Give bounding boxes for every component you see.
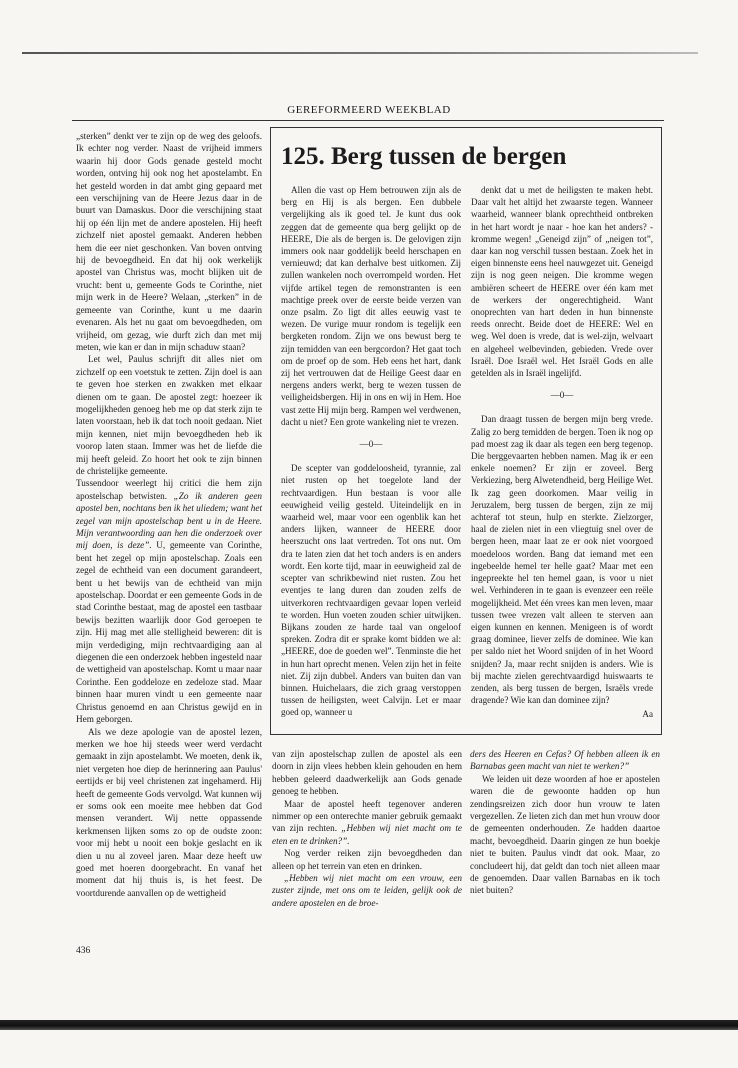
paragraph: van zijn apostelschap zullen de apostel als een doorn in zijn vlees hebben klein gehouden en hem hebben geleerd daadwerkelijk aan Gods genade genoeg te hebben. — [272, 749, 462, 797]
paragraph: Nog verder reiken zijn bevoegdheden dan alleen op het terrein van eten en drinken. — [272, 848, 462, 871]
quotation: „Hebben wij niet macht om een vrouw, een zuster zijnde, met ons om te leiden, gelijk ook de andere apostelen en de broe- — [272, 873, 462, 908]
quotation: ders des Heeren en Cefas? Of hebben alleen ik en Barnabas geen macht van niet te werken?” — [470, 749, 660, 772]
scan-edge-bottom — [0, 1020, 738, 1030]
header-rule — [72, 120, 664, 121]
paragraph: „sterken” denkt ver te zijn op de weg des geloofs. Ik echter nog verder. Naast de vrijheid immers waarin hij door Gods genade gesteld mocht worden, ontving hij ook nog het apostelambt. En het gesteld worden in dat ambt ging gepaard met een verschijning van de Heere Jezus daar in de buurt van Damaskus. Door die verschijning staat hij op één lijn met de andere apostelen. Hij heeft zichzelf niet apostel gemaakt. Anderen hebben hem die eer niet geschonken. Van boven ontving hij de bevoegdheid. En dat hij ook werkelijk apostel van Christus was, mocht blijken uit de vrucht: bent u, gemeente Gods te Corinthe, niet mijn werk in de Heere? Welaan, „sterken” in de gemeente van Corinthe, kunt u me daarin evenaren. Als het nu gaat om bevoegdheden, om vrijheid, om gezag, wie durft zich dan met mij meten, wie kan er dan in mijn schaduw staan? — [76, 131, 262, 352]
paragraph — [272, 798, 462, 848]
paragraph — [272, 872, 462, 909]
paragraph-text: Maar de apostel heeft tegenover anderen nimmer op een onterechte manier gebruik gemaakt van zijn rechten. — [272, 798, 462, 834]
paragraph: Dan draagt tussen de bergen mijn berg vrede. Zalig zo berg temidden de bergen. Toen ik nog op pad moest zag ik daar als tegen een berg tegenop. Die berggevaarten hebben namen. Mag ik er een enkele noemen? Er zijn er zoveel. Berg Verkiezing, berg Alwetendheid, berg Heilige Wet. Ik zag geen doorkomen. Maar veilig in Jeruzalem, berg tussen de bergen, zijn ze mij achteraf tot steun, hulp en sterkte. Zielzorger, haal de zielen niet in een vliegtuig snel over de bergen heen, maar laat ze er ook niet voorgoed moedeloos worden. Bang dat iemand met een ingebeelde hemel ter helle gaat? Maar met een ingepreekte hel ten hemel gaan, is voor u niet wel. Verhinderen in te gaan is evenzeer een reële mogelijkheid. Met één vrees kan men leven, maar tussen twee vrezen valt alleen te sterven aan eigen kunnen en kennen. Menigeen is of wordt graag dominee, liever zelfs de dominee. Wie kan per saldo niet het Woord snijden of in het Woord snijden? Ja, maar recht snijden is anders. Wie is bij machte zielen gerechtvaardigd huiswaarts te zenden, als berg tussen de bergen, Israëls vrede dragende? Wie kan dan dominee zijn? — [471, 414, 653, 706]
feature-column-1 — [281, 184, 461, 719]
feature-title: 125. Berg tussen de bergen — [281, 143, 567, 170]
feature-box — [270, 127, 662, 735]
paragraph: De scepter van goddeloosheid, tyrannie, zal niet rusten op het toegelote land der rechtvaardigen. Hun bestaan is voor alle eeuwigheid veilig gesteld. Uiteindelijk en in waarheid wel, maar voor een ogenblik kan het anders lijken, wanneer de HEERE door heerszucht ons laat vertreden. Tot ons nut. Om dra te laten zien dat het toch anders is en anders wordt. Een korte tijd, maar in eeuwigheid zal de scepter van schrikbewind niet rusten. Zou het eventjes te lang duren dan zouden zelfs de uitverkoren rechtvaardigen gevaar lopen verleid te worden. Hun voeten zouden schier uitwijken. Bijkans zouden ze harde taal van ongeloof spreken. Zodra dit er sprake komt bidden we al: „HEERE, doe de goeden wel”. Tenminste die het in hun hart oprecht menen. Velen zijn het in feite niet. Zij zijn dubbel. Anders van buiten dan van binnen. Huichelaars, die zich graag verstoppen tussen de heiligsten, weet Calvijn. Let er maar goed op, wanneer u — [281, 463, 461, 718]
scan-rule-top — [22, 52, 698, 54]
paragraph: Als we deze apologie van de apostel lezen, merken we hoe hij steeds weer werd verdacht gemaakt in zijn apostelambt. We moeten, denk ik, niet vergeten hoe diep de herinnering aan Paulus' eertijds er bij veel christenen zat ingehamerd. Hij heeft de gemeente Gods vervolgd. Wat kunnen wij er soms ook een moeite mee hebben dat God mensen verandert. Wij nette oppassende kerkmensen lijken soms zo op de oudste zoon: voor mij hebt u nooit een bokje geslacht en ik dien u nu al zoveel jaren. Maar deze heeft uw goed met hoeren doorgebracht. En vanaf het moment dat hij thuis is, is het feest. De voortdurende aanvallen op de wettigheid — [76, 726, 262, 898]
paragraph: Allen die vast op Hem betrouwen zijn als de berg en Hij is als bergen. Een dubbele vergelijking als ik goed tel. Je kunt dus ook zeggen dat de gemeente qua berg gelijkt op de HEERE, Die als de bergen is. De gelovigen zijn immers ook naar goddelijk beeld herschapen en vernieuwd; dat kan derhalve best uitkomen. Zij zullen wankelen noch overrompeld worden. Het vijfde artikel tegen de remonstranten is een machtige preek over de eerste beide verzen van onze psalm. Zo ligt dit alles eeuwig vast te wezen. De vurige muur rondom is tegelijk een bergketen rondom. Zijn we ons bewust berg te zijn temidden van een bergcordon? Het gaat toch om de proef op de som. Heb eens het hart, dank zij het vertrouwen dat de Heilige Geest daar en nergens anders werkt, berg te wezen tussen de veiligheidsbergen. Hij in ons en wij in Hem. Hoe vast zette Hij mijn berg. Rampen wel verdwenen, dacht u niet? Een grote wankeling niet te vrezen. — [281, 185, 461, 427]
paragraph-text: Tussendoor weerlegt hij critici die hem zijn apostelschap betwisten. — [76, 478, 262, 501]
column-right — [470, 748, 660, 897]
page-number: 436 — [76, 946, 91, 956]
feature-column-2 — [471, 184, 653, 721]
quotation: „Zo ik anderen geen apostel ben, nochtans ben ik het uliedem; want het zegel van mijn apostelschap bent u in de Heere. Mijn verantwoording aan hen die onderzoek over mij doen, is deze”. — [76, 490, 263, 551]
paragraph: We leiden uit deze woorden af hoe er apostelen waren die de gewoonte hadden op hun zendingsreizen zich door hun vrouw te laten vergezellen. Ze lieten zich dan met hun vrouw door de gemeenten onderhouden. Ze hadden daartoe macht, bevoegdheid. Daarin gingen ze hun boekje niet te buiten. Paulus vindt dat ook. Maar, zo concludeert hij, dat geldt dan toch niet alleen maar de genoemden. Daar vallen Barnabas en ik toch niet buiten? — [470, 773, 660, 896]
running-head: GEREFORMEERD WEEKBLAD — [287, 104, 451, 116]
section-divider: —0— — [550, 390, 574, 401]
paragraph: Let wel, Paulus schrijft dit alles niet om zichzelf op een voetstuk te zetten. Zijn doel is aan te geven hoe sterken en zwakken met elkaar dienen om te gaan. De apostel zegt: hoezeer ik mogelijkheden genoeg heb me op dat sterk zijn te laten voorstaan, heb ik dat toch nooit gedaan. Niet mijn kennen, niet mijn bevoegdheden heb ik voorop laten staan. Immer was het de liefde die mij heeft geleid. Zo hoort het ook te zijn binnen de christelijke gemeente. — [76, 354, 262, 476]
paragraph: denkt dat u met de heiligsten te maken hebt. Daar valt het altijd het zwaarste tegen. Wanneer waarheid, wanneer blank oprechtheid ontbreken in het hart wordt je naar - hoe kan het anders? - kromme wegen! „Geneigd zijn” of „neigen tot”, daar kan nog verschil tussen bestaan. Zoek het in eigen binnenste eens heel nauwgezet uit. Geneigd zijn is nog geen neigen. Die kromme wegen ambiëren scheert de HEERE over één kam met de werkers der ongerechtigheid. Want onoprechten van hart deden in hun binnenste reeds onrecht. Beide doet de HEERE: Wel en weg. Wel doen is vrede, dat is wel-zijn, welvaart en algeheel welbevinden, gebieden. Vrede over Israël. Doe Israël wel. Het Israël Gods en alle getelden als in Israël ingelijfd. — [471, 185, 653, 379]
section-divider: —0— — [359, 439, 383, 450]
paragraph-text: U, gemeente van Corinthe, bent het zegel op mijn apostelschap. Zoals een zegel de echtheid van een document garandeert, bent u het bewijs van de echtheid van mijn apostelschap. Doordat er een gemeente Gods in de stad Corinthe bestaat, mag de apostel een tastbaar bewijs bezitten waarlijk door God geroepen te zijn. Hij mag met alle stelligheid beweren: dit is mijn verdediging, mijn rechtvaardiging aan al diegenen die een onderzoek hebben ingesteld naar de wettigheid van apostelschap. Komt u maar naar Corinthe. Een goddeloze en zedeloze stad. Maar binnen haar muren vindt u een gemeente naar Christus genoemd en aan Christus gewijd en in Hem geborgen. — [76, 540, 263, 725]
column-middle — [272, 748, 462, 909]
quotation: „Hebben wij niet macht om te eten en te drinken?”. — [272, 823, 462, 846]
paragraph — [470, 748, 660, 773]
author-signature: Aa — [642, 709, 653, 720]
column-left — [76, 130, 262, 899]
paragraph — [76, 477, 262, 725]
